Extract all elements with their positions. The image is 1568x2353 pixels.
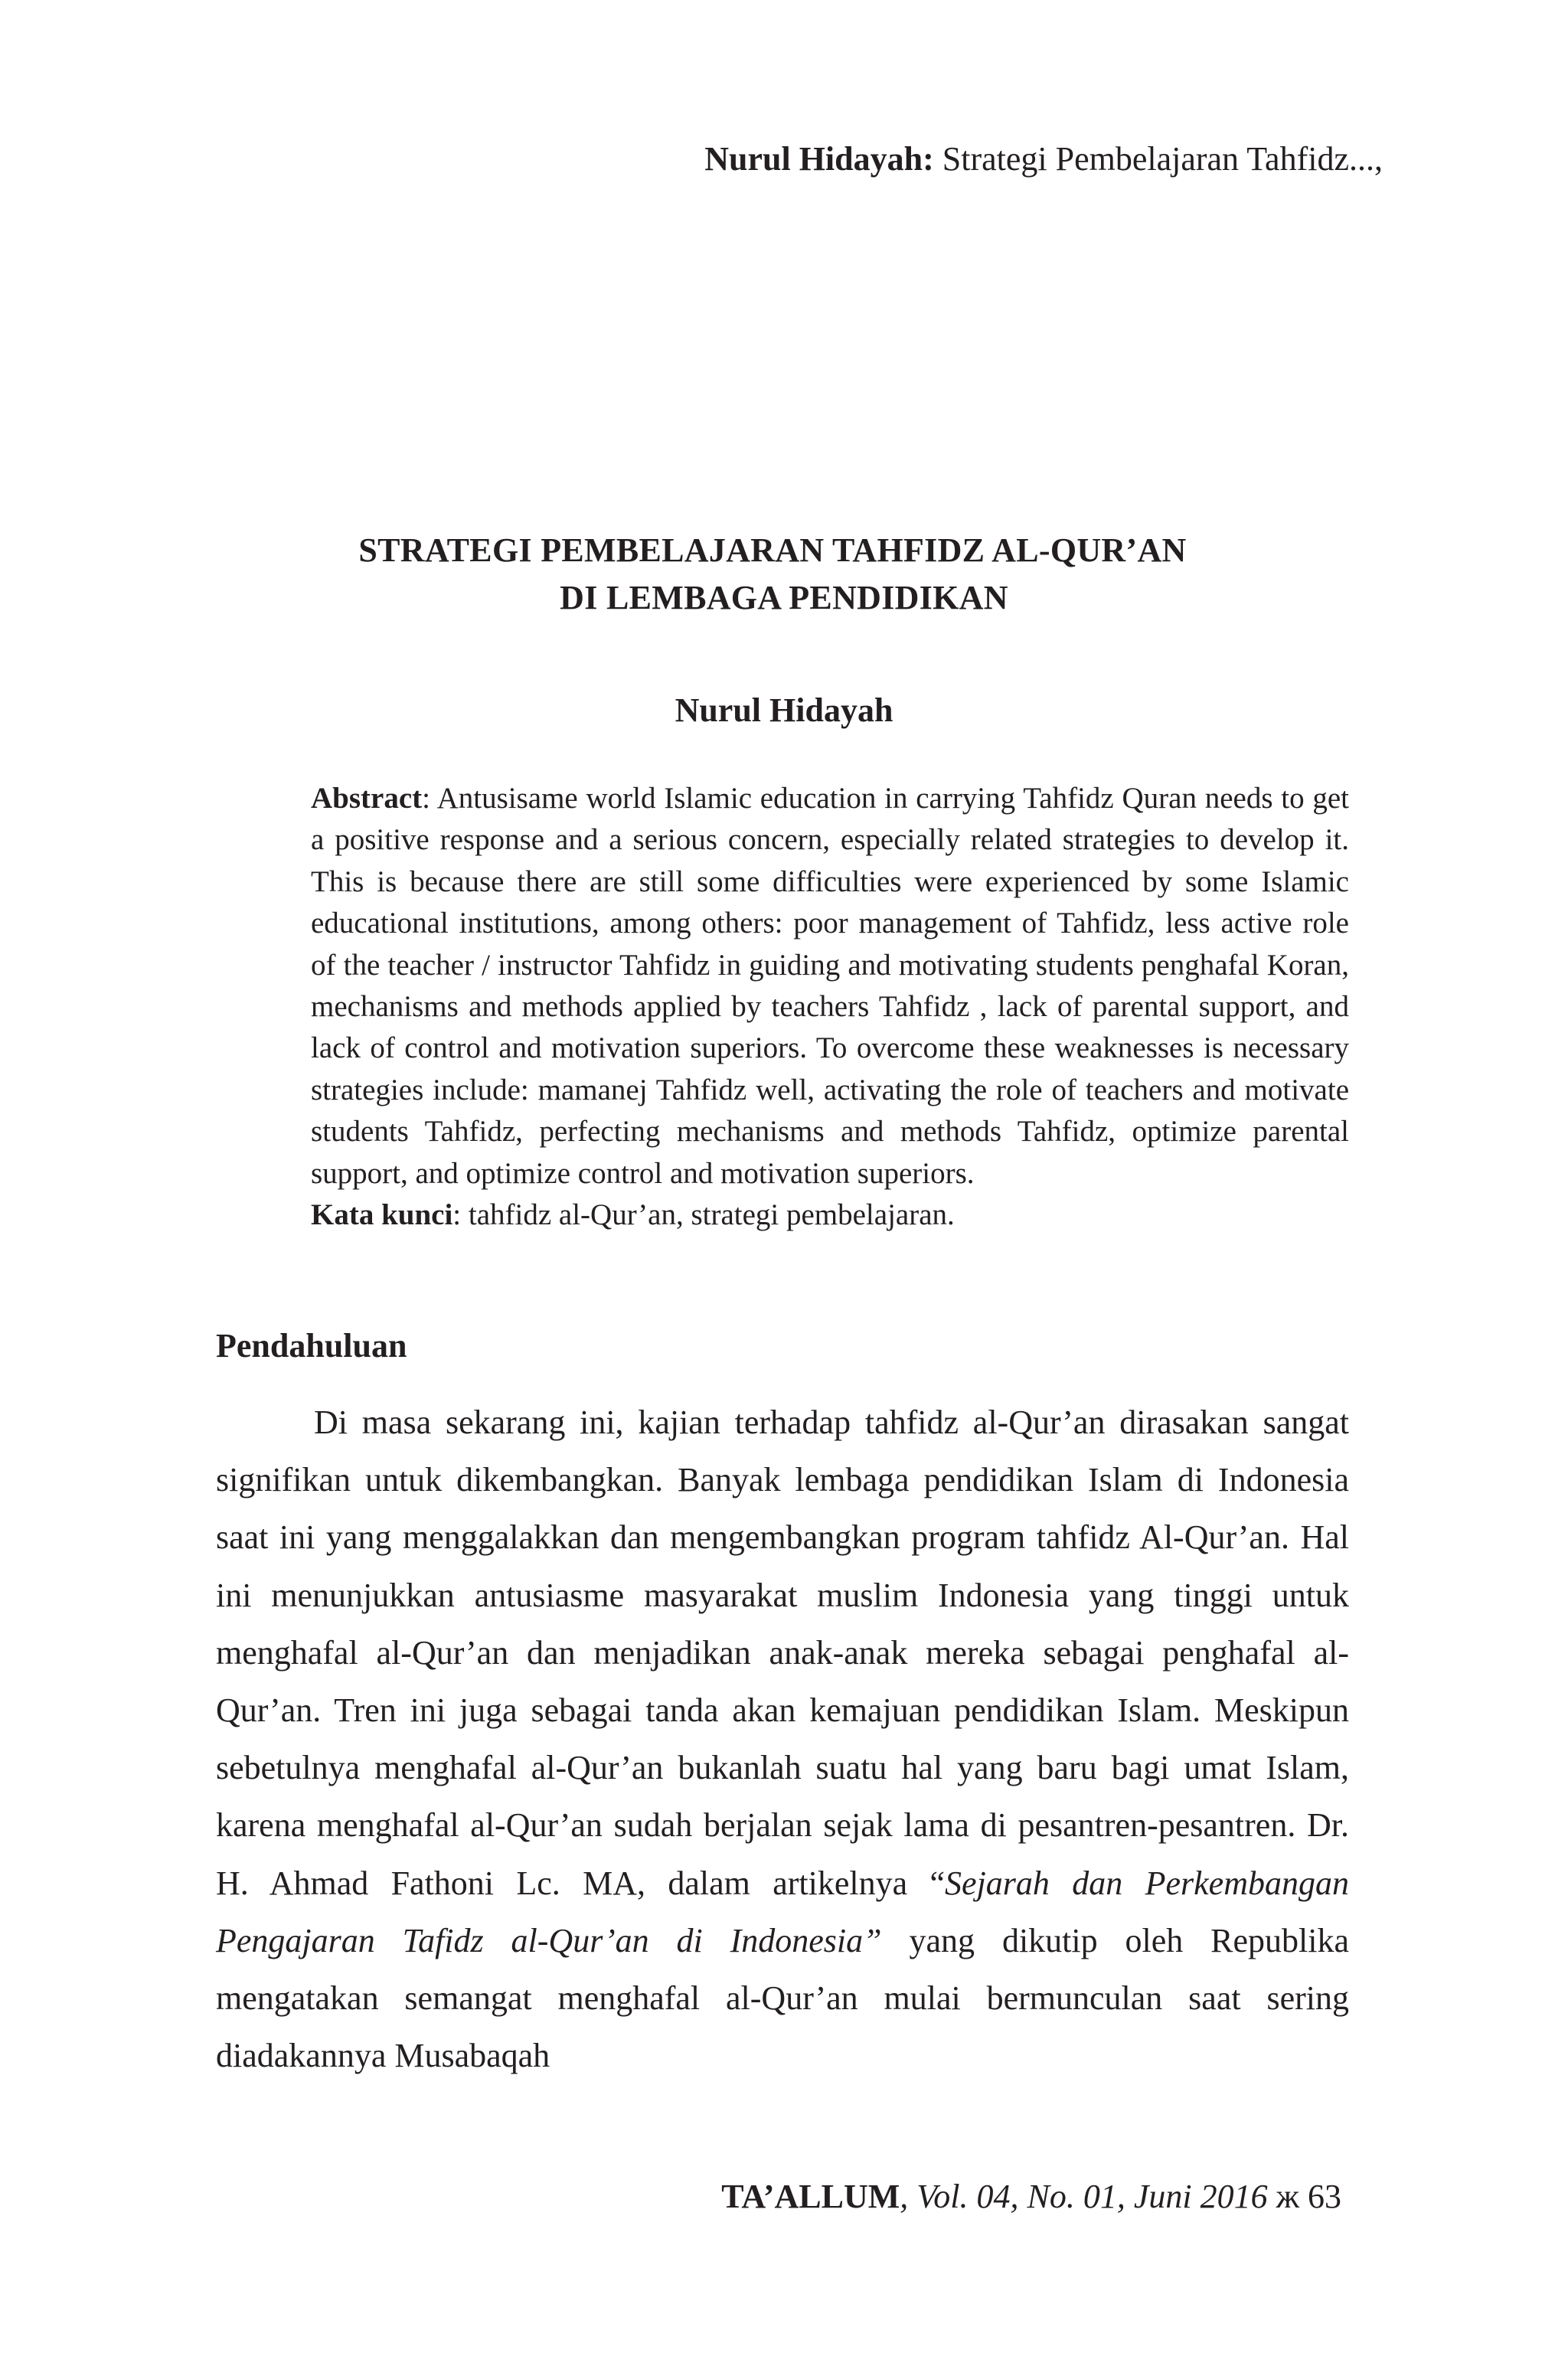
cited-article-title: Sejarah dan Perkembangan Pengajaran Tafidz al-Qur’an di Indonesia”: [216, 1864, 1349, 1959]
abstract-text: : Antusisame world Islamic education in carrying Tahfidz Quran needs to get a positive response and a serious concern, especially related strategies to develop it. This is because there are still some difficulties were experienced by some Islamic educational institutions, among others: poor management of Tahfidz, less active role of the teacher / instructor Tahfidz in guiding and motivating students penghafal Koran, mechanisms and methods applied by teachers Tahfidz , lack of parental support, and lack of control and motivation superiors. To overcome these weaknesses is necessary strategies include: mamanej Tahfidz well, activating the role of teachers and motivate students Tahfidz, perfecting mechanisms and methods Tahfidz, optimize parental support, and optimize control and motivation superiors.: [311, 782, 1349, 1190]
page-number: 63: [1308, 2178, 1341, 2215]
section-heading: Pendahuluan: [216, 1327, 407, 1364]
footer-separator: ж: [1267, 2178, 1308, 2215]
body-text-part-1: Di masa sekarang ini, kajian terhadap tahfidz al-Qur’an dirasakan sangat signifikan untuk dikembangkan. Banyak lembaga pendidikan Islam di Indonesia saat ini yang menggalakkan dan mengembangkan program tahfidz Al-Qur’an. Hal ini menunjukkan antusiasme masyarakat muslim Indonesia yang tinggi untuk menghafal al-Qur’an dan menjadikan anak-anak mereka sebagai penghafal al-Qur’an. Tren ini juga sebagai tanda akan kemajuan pendidikan Islam. Meskipun sebetulnya menghafal al-Qur’an bukanlah suatu hal yang baru bagi umat Islam, karena menghafal al-Qur’an sudah berjalan sejak lama di pesantren-pesantren. Dr. H. Ahmad Fathoni Lc. MA, dalam artikelnya “: [216, 1404, 1349, 1902]
body-text: [216, 1394, 1349, 2084]
keywords-label: Kata kunci: [311, 1198, 453, 1232]
abstract-block: [311, 778, 1349, 1236]
running-head-author: Nurul Hidayah:: [704, 140, 934, 178]
footer-issue: , Vol. 04, No. 01, Juni 2016: [900, 2178, 1268, 2215]
abstract-paragraph: [311, 778, 1349, 1194]
article-title-line-1: STRATEGI PEMBELAJARAN TAHFIDZ AL-QUR’AN: [358, 531, 1187, 569]
page-footer: [721, 2177, 1341, 2217]
article-title: [0, 527, 1568, 622]
abstract-label: Abstract: [311, 782, 423, 815]
article-author: Nurul Hidayah: [675, 691, 893, 729]
running-head: [704, 139, 1383, 179]
article-title-line-2: DI LEMBAGA PENDIDIKAN: [560, 579, 1008, 616]
keywords-paragraph: [311, 1194, 1349, 1236]
running-head-short-title: Strategi Pembelajaran Tahfidz...,: [933, 140, 1383, 178]
body-text-part-2: yang dikutip oleh Republika mengatakan semangat menghafal al-Qur’an mulai bermunculan saat sering diadakannya Musabaqah: [216, 1921, 1350, 2075]
footer-journal-name: TA’ALLUM: [721, 2178, 900, 2215]
keywords-text: : tahfidz al-Qur’an, strategi pembelajaran.: [452, 1198, 955, 1232]
body-paragraph: [216, 1394, 1349, 2084]
